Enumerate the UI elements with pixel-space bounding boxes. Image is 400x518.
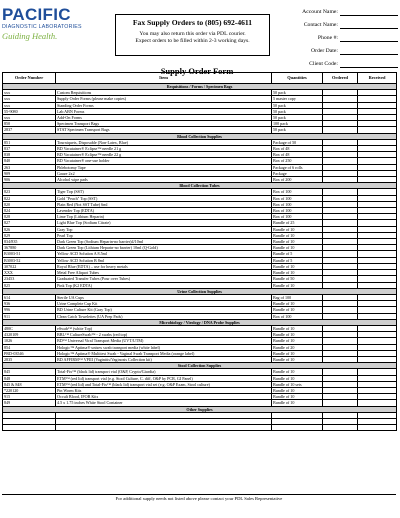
quantity-cell: Box of 100 [272, 214, 323, 220]
order-number-cell: B3003-51 [3, 251, 56, 257]
item-cell: Occult Blood, IFOB Kits [56, 394, 272, 400]
order-number-cell: xxx [3, 90, 56, 96]
order-number-cell: 845 [3, 369, 56, 375]
logo-sub-text: DIAGNOSTIC LABORATORIES [2, 24, 82, 30]
quantity-cell: Bundle of 20 [272, 344, 323, 350]
order-number-cell: B3003-52 [3, 257, 56, 263]
item-cell: Lime Top (Lithium Heparin) [56, 214, 272, 220]
quantity-cell: Bundle of 10 [272, 387, 323, 393]
order-number-cell: 996 [3, 307, 56, 313]
order-number-cell: 2837 [3, 127, 56, 133]
order-number-cell: 55-9080 [3, 108, 56, 114]
item-cell: Custom Requisitions [56, 90, 272, 96]
order-number-cell: 307022 [3, 263, 56, 269]
quantity-cell: Box of 100 [272, 195, 323, 201]
item-cell: Hologic™ Aptima® unisex swab transport media (white label) [56, 344, 272, 350]
order-number-cell: 2835 [3, 356, 56, 362]
quantity-cell: Bundle of 5 [272, 251, 323, 257]
quantity-cell: Box of 100 [272, 313, 323, 319]
quantity-cell: Bundle of 10 [272, 394, 323, 400]
order-number-cell: 367880 [3, 245, 56, 251]
quantity-cell: 50 pack [272, 102, 323, 108]
item-cell: eSwab™ (white Top) [56, 325, 272, 331]
quantity-cell: 5 master copy [272, 96, 323, 102]
quantity-cell: Bundle of 50 [272, 276, 323, 282]
account-name-label: Account Name: [302, 9, 338, 15]
quantity-cell: Box of 48 [272, 152, 323, 158]
order-number-cell: *220120 [3, 387, 56, 393]
quantity-cell: Bundle of 10 [272, 245, 323, 251]
quantity-cell: Bundle of 10 [272, 369, 323, 375]
order-number-cell: 936 [3, 301, 56, 307]
footer-note: For additional supply needs not listed above please contact your PDL Sales Representative [2, 494, 396, 501]
contact-name-line[interactable] [340, 28, 398, 29]
quantity-cell: 50 pack [272, 127, 323, 133]
col-received: Received [358, 73, 397, 84]
fax-note-2: Expect orders to be filled within 2-3 working days. [135, 38, 250, 44]
order-number-cell: 915 [3, 394, 56, 400]
quantity-cell: Bundle of 10 [272, 332, 323, 338]
item-cell: Gray Top [56, 226, 272, 232]
phone-label: Phone #: [317, 35, 338, 41]
quantity-cell: Bundle of 10 [272, 282, 323, 288]
section-title: Stool Collection Supplies [3, 363, 397, 369]
order-number-cell: PRD-03546 [3, 350, 56, 356]
order-number-cell: 826 [3, 226, 56, 232]
order-number-cell: XXX [3, 270, 56, 276]
client-code-line[interactable] [340, 67, 398, 68]
item-cell: Pearl Top [56, 232, 272, 238]
section-title: Blood Collection Tubes [3, 183, 397, 189]
quantity-cell: Bundle of 10 [272, 307, 323, 313]
item-cell: ETM™ (red lid) transport vial (e.g. Stool Culture, C. diff, O&P by PCR, GI Panel) [56, 375, 272, 381]
quantity-cell: Bundle of 10 [272, 350, 323, 356]
item-cell: Dark Green Top (Lithium Heparin-no barrier) 10ml (Q-Gold) [56, 245, 272, 251]
quantity-cell: Box of 100 [272, 208, 323, 214]
account-name-line[interactable] [340, 15, 398, 16]
quantity-cell: Bundle of 10 [272, 338, 323, 344]
quantity-cell: Box of 100 [272, 189, 323, 195]
order-date-field[interactable] [270, 43, 398, 56]
order-number-cell: 840 [3, 158, 56, 164]
item-cell: Yellow ACD Solution A 8.5ml [56, 251, 272, 257]
order-number-cell: 829 [3, 232, 56, 238]
item-cell: Supply Order Forms (please make copies) [56, 96, 272, 102]
section-title: Microbiology / Virology / DNA Probe Supplies [3, 319, 397, 325]
item-cell: Pink Top (K2 EDTA) [56, 282, 272, 288]
client-code-field[interactable] [270, 56, 398, 69]
logo-tagline: Guiding Health. [2, 31, 58, 41]
order-number-cell: 851 [3, 139, 56, 145]
quantity-cell: Bundle of 10 [272, 239, 323, 245]
item-cell: ETM™ (red lid) and Total-Fix™ (black lid) transport vial set (e.g. O&P Exam, Stool culture) [56, 381, 272, 387]
order-number-cell: 911 [3, 313, 56, 319]
received-cell[interactable] [358, 425, 397, 431]
quantity-cell: Package of 50 [272, 139, 323, 145]
item-cell: Pin Worm Kits [56, 387, 272, 393]
order-number-cell: 263 [3, 164, 56, 170]
client-info-fields [270, 4, 398, 69]
supply-order-table [2, 72, 397, 431]
quantity-cell: 50 pack [272, 108, 323, 114]
item-cell: Tourniquets, Disposable (Non-Latex, Blue) [56, 139, 272, 145]
item-cell: Lab ABN Forms [56, 108, 272, 114]
quantity-cell: Bundle of 10 [272, 356, 323, 362]
quantity-cell: Bundle of 25 [272, 220, 323, 226]
quantity-cell: Bundle of 10 sets [272, 381, 323, 387]
phone-line[interactable] [340, 41, 398, 42]
item-cell: Plain Red (Not SST Tube) 6ml [56, 201, 272, 207]
order-number-cell: 906 [3, 177, 56, 183]
order-number-cell: xxx [3, 115, 56, 121]
item-cell: Phlebotomy Tape [56, 164, 272, 170]
order-number-cell [3, 425, 56, 431]
table-row [3, 425, 397, 431]
order-number-cell: 849 [3, 400, 56, 406]
fax-instructions-box [115, 14, 270, 56]
order-number-cell: 854 [3, 344, 56, 350]
order-number-cell: 820 [3, 201, 56, 207]
item-cell: Lavender Top (EDTA) [56, 208, 272, 214]
order-number-cell: 823 [3, 189, 56, 195]
quantity-cell: Bundle of 10 [272, 226, 323, 232]
item-cell: BD AFFIRM™ VPIII (Vaginitis/Vaginosis Collection kit) [56, 356, 272, 362]
item-cell: Yellow ACD Solution B 8ml [56, 257, 272, 263]
item-cell: Dark Green Top (Sodium Heparin-no barrier)4/10ml [56, 239, 272, 245]
item-cell: Clean Catch Towelettes (UA Prep Pads) [56, 313, 272, 319]
item-cell: Gauze 2x2 [56, 170, 272, 176]
item-cell: BD™ Universal Viral Transport Media (UVT/UTM) [56, 338, 272, 344]
item-cell: BD Vacutainer® one-use holder [56, 158, 272, 164]
item-cell: BD Vacutainer® Eclipse™ needle 21 g [56, 146, 272, 152]
contact-name-field[interactable] [270, 17, 398, 30]
order-number-cell: xxx [3, 102, 56, 108]
page-header [0, 0, 400, 70]
order-date-line[interactable] [340, 54, 398, 55]
quantity-cell: 100 pack [272, 121, 323, 127]
order-number-cell: 1026 [3, 338, 56, 344]
order-number-cell: 822 [3, 195, 56, 201]
quantity-cell: Bundle of 10 [272, 232, 323, 238]
item-cell [56, 425, 272, 431]
quantity-cell: Bag of 100 [272, 294, 323, 300]
section-title: Blood Collection Supplies [3, 133, 397, 139]
quantity-cell: Bundle of 10 [272, 375, 323, 381]
quantity-cell: Box of 100 [272, 201, 323, 207]
order-number-cell: 827 [3, 220, 56, 226]
order-number-cell: 480C [3, 325, 56, 331]
form-title: Supply Order Form [160, 66, 234, 76]
ordered-cell[interactable] [323, 425, 358, 431]
col-ordered: Ordered [323, 73, 358, 84]
order-number-cell: 845 & 848 [3, 381, 56, 387]
item-cell: Add-On Forms [56, 115, 272, 121]
quantity-cell [272, 425, 323, 431]
order-number-cell: 824 [3, 208, 56, 214]
quantity-cell: Bundle of 10 [272, 301, 323, 307]
order-number-cell: 23453 [3, 276, 56, 282]
order-number-cell: 614 [3, 294, 56, 300]
fax-note-1: You may also return this order via PDL courier. [139, 31, 246, 37]
order-date-label: Order Date: [310, 48, 338, 54]
item-cell: Royal Blue (EDTA) – use for heavy metals [56, 263, 272, 269]
col-order-number: Order Number [3, 73, 56, 84]
item-cell: Alcohol wipe pads [56, 177, 272, 183]
order-number-cell: 828 [3, 214, 56, 220]
quantity-cell: Bundle of 10 [272, 270, 323, 276]
section-title: Urine Collection Supplies [3, 288, 397, 294]
quantity-cell: Package [272, 170, 323, 176]
table-header-row [3, 73, 397, 84]
item-cell: Sterile UA Cups [56, 294, 272, 300]
item-cell: Light Blue Top (Sodium Citrate) [56, 220, 272, 226]
logo-main-text: PACIFIC [2, 5, 71, 24]
company-logo [2, 6, 112, 41]
order-number-cell: 4320109 [3, 332, 56, 338]
order-number-cell: 837 [3, 146, 56, 152]
item-cell: Total-Fix™ (black lid) transport vial (O&P, Crypto/Giardia) [56, 369, 272, 375]
order-number-cell: 850 [3, 121, 56, 127]
quantity-cell: Box of 200 [272, 177, 323, 183]
client-code-label: Client Code: [309, 61, 338, 67]
col-quantities: Quantities [272, 73, 323, 84]
quantity-cell: Bundle of 10 [272, 325, 323, 331]
item-cell: Urine Complete Cup Kit [56, 301, 272, 307]
col-item: Item [56, 73, 272, 84]
item-cell: BD Urine Culture Kit (Gray Top) [56, 307, 272, 313]
quantity-cell: Box of 250 [272, 158, 323, 164]
account-name-field[interactable] [270, 4, 398, 17]
item-cell: Standing Order Forms [56, 102, 272, 108]
item-cell: BBL™ CultureSwab™ - 2 swabs (red top) [56, 332, 272, 338]
item-cell: Metal Free Aliquot Tubes [56, 270, 272, 276]
order-number-cell: 838 [3, 152, 56, 158]
phone-field[interactable] [270, 30, 398, 43]
quantity-cell: Bundle of 5 [272, 257, 323, 263]
item-cell: Specimen Transport Bags [56, 121, 272, 127]
quantity-cell: 50 pack [272, 90, 323, 96]
fax-title: Fax Supply Orders to (805) 692-4611 [132, 18, 253, 27]
order-number-cell: xxx [3, 96, 56, 102]
item-cell: STAT Specimen Transport Bags [56, 127, 272, 133]
item-cell: Hologic™ Aptima® Multitest Swab - Vaginal Swab Transport Media (orange label) [56, 350, 272, 356]
item-cell: BD Vacutainer® Eclipse™ needle 22 g [56, 152, 272, 158]
quantity-cell: Bundle of 10 [272, 400, 323, 406]
order-number-cell: 848 [3, 375, 56, 381]
item-cell: Gold "Peach" Top (SST) [56, 195, 272, 201]
item-cell: Tiger Top (SST) [56, 189, 272, 195]
order-number-cell: 825 [3, 282, 56, 288]
quantity-cell: Package of 6 rolls [272, 164, 323, 170]
item-cell: 4.5 x 1.75 inches White Stool Container [56, 400, 272, 406]
section-title: Requisitions / Forms / Specimen Bags [3, 84, 397, 90]
quantity-cell: 50 pack [272, 115, 323, 121]
quantity-cell: Bundle of 10 [272, 263, 323, 269]
section-title: Other Supplies [3, 406, 397, 412]
order-number-cell: 909 [3, 170, 56, 176]
quantity-cell: Box of 48 [272, 146, 323, 152]
item-cell: Graduated Transfer Tubes (Pour over Tubes) [56, 276, 272, 282]
contact-name-label: Contact Name: [303, 22, 338, 28]
order-number-cell: 834/835 [3, 239, 56, 245]
